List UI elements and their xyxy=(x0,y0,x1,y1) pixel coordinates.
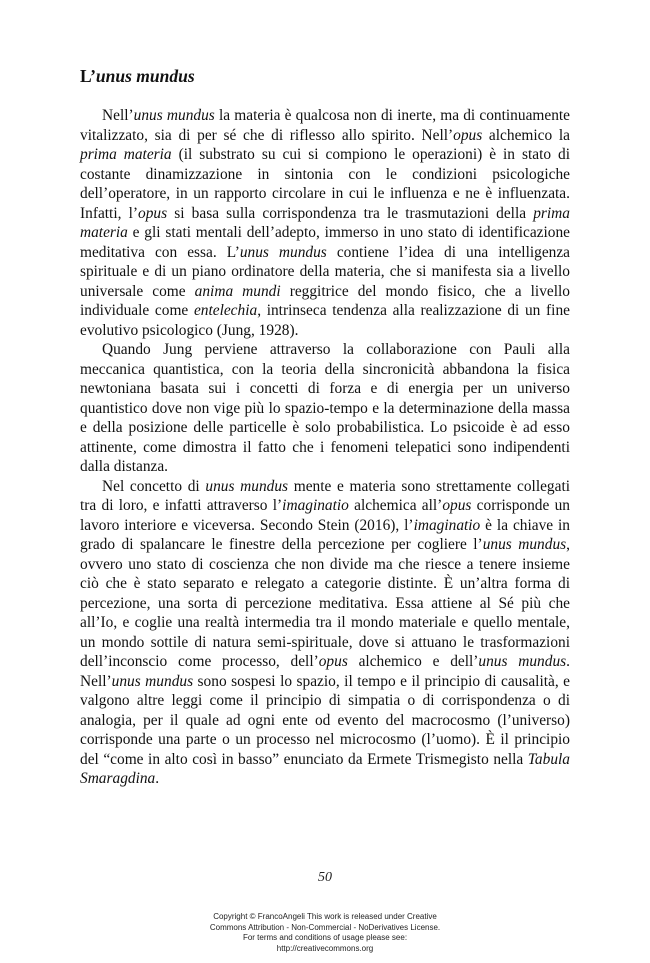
page-number: 50 xyxy=(318,870,332,885)
italic-term: unus mundus xyxy=(111,672,194,690)
italic-term: prima materia xyxy=(80,146,172,163)
text-run: , ovvero uno stato di coscienza che non divide ma che riesce a tenere insieme ciò che è stato separato e relegato a categorie distinte. È un’altra forma di percezione, una sorta di percezione meditativa. Essa attiene al Sé più che all’Io, e coglie una realtà intermedia tra il mondo materiale e quello mentale, un mondo sottile di natura semi-spirituale, dove si attuano le trasformazioni dell’inconscio come processo, dell’ xyxy=(80,536,570,670)
text-run: sono sospesi lo spazio, il tempo e il principio di causalità, e valgono altre leggi come il principio di simpatia o di corrispondenza o di analogia, per il quale ad ogni ente od evento del macrocosmo (l’universo) corrisponde una parte o un processo nel microcosmo (l’uomo). È il principio del “come in alto così in basso” enunciato da Ermete Trismegisto nella xyxy=(80,672,571,768)
license-notice xyxy=(0,912,650,954)
text-run: Nell’ xyxy=(102,107,134,124)
section-heading xyxy=(80,66,195,87)
italic-term: unus mundus xyxy=(133,107,215,124)
heading-prefix: L’ xyxy=(80,66,96,86)
italic-term: opus xyxy=(453,126,483,144)
italic-term: opus xyxy=(442,497,472,514)
text-run: . Nell’ xyxy=(80,653,570,690)
text-run: e gli stati mentali dell’adepto, immerso in uno stato di identificazione meditativa con essa. L’ xyxy=(80,224,570,261)
heading-title-italic: unus mundus xyxy=(95,66,195,86)
italic-term: entelechia xyxy=(193,302,258,319)
license-link[interactable]: http://creativecommons.org xyxy=(276,943,374,953)
text-run: la materia è qualcosa non di inerte, ma di continuamente vitalizzato, sia di per sé che di riflesso allo spirito. Nell’ xyxy=(80,107,571,144)
italic-term: prima materia xyxy=(80,204,570,241)
italic-term: imaginatio xyxy=(413,516,481,534)
italic-term: unus mundus xyxy=(478,653,567,670)
italic-term: unus mundus xyxy=(239,243,327,261)
italic-term: Tabula Smaragdina xyxy=(80,750,570,787)
italic-term: opus xyxy=(138,204,168,222)
text-run: contiene l’idea di una intelligenza spirituale e di un piano ordinatore della materia, che si manifesta sia a livello universale come xyxy=(80,243,571,300)
license-line: Commons Attribution - Non-Commercial - NoDerivatives License. xyxy=(209,922,441,932)
italic-term: unus mundus xyxy=(482,536,567,553)
text-run: corrisponde un lavoro interiore e viceversa. Secondo Stein (2016), l’ xyxy=(80,497,570,534)
paragraph xyxy=(80,477,570,789)
body-text xyxy=(80,106,570,789)
paragraph xyxy=(80,340,570,477)
license-line: For terms and conditions of usage please see: xyxy=(242,933,408,942)
text-run: , intrinseca tendenza alla realizzazione di un fine evolutivo psicologico (Jung, 1928). xyxy=(80,302,570,339)
text-run: Nel concetto di xyxy=(102,477,206,495)
italic-term: opus xyxy=(318,653,348,670)
italic-term: anima mundi xyxy=(194,282,281,300)
license-line: Copyright © FrancoAngeli This work is released under Creative xyxy=(213,912,437,921)
text-run: alchemico la xyxy=(482,126,570,144)
text-run: mente e materia sono strettamente collegati tra di loro, e infatti attraverso l’ xyxy=(80,477,571,514)
text-run: alchemica all’ xyxy=(348,497,443,514)
italic-term: imaginatio xyxy=(282,497,349,514)
text-run: (il substrato su cui si compiono le operazioni) è in stato di costante dinamizzazione in sintonia con le condizioni psicologiche dell’operatore, in un rapporto circolare in cui le influenza e ne è influenzata. Infatti, l’ xyxy=(80,146,570,222)
text-run: si basa sulla corrispondenza tra le trasmutazioni della xyxy=(167,204,534,222)
text-run: Quando Jung perviene attraverso la collaborazione con Pauli alla meccanica quantistica, con la teoria della sincronicità abbandona la fisica newtoniana basata sui i concetti di forza e di energia per un universo quantistico dove non vige più lo spazio-tempo e la determinazione della massa e della posizione delle particelle è solo probabilistica. Lo psicoide è ad esso attinente, come dimostra il fatto che i fenomeni telepatici sono indipendenti dalla distanza. xyxy=(80,341,570,475)
paragraph xyxy=(80,106,570,340)
italic-term: unus mundus xyxy=(205,477,289,495)
text-run: reggitrice del mondo fisico, che a livello individuale come xyxy=(80,282,570,319)
text-run: alchemico e dell’ xyxy=(347,653,479,670)
text-run: è la chiave in grado di spalancare le finestre della percezione per cogliere l’ xyxy=(80,516,570,553)
text-run: . xyxy=(155,770,160,787)
